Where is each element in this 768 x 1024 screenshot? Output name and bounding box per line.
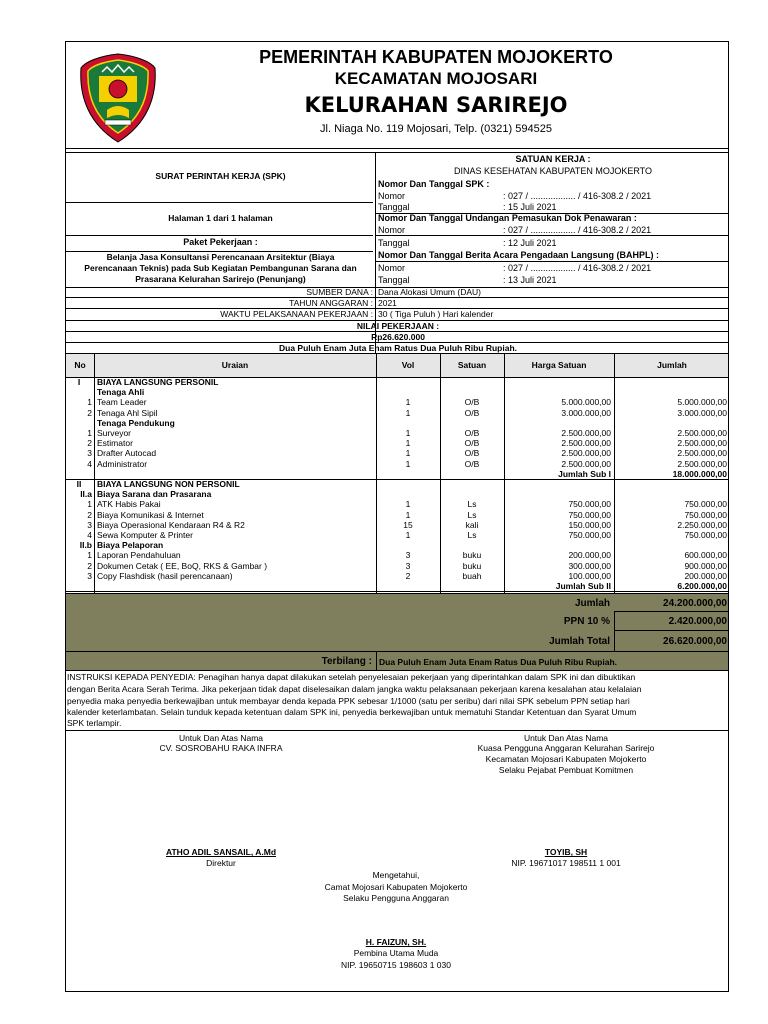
cell-harga-satuan: Jumlah Sub I	[558, 468, 611, 479]
table-row	[66, 378, 729, 387]
tanggal-label-2: Tanggal	[378, 238, 410, 248]
col-header-jumlah: Jumlah	[657, 360, 687, 370]
cell-vol: 1	[405, 499, 411, 510]
header-district: KECAMATAN MOJOSARI	[334, 69, 538, 88]
tanggal-undangan-value: : 12 Juli 2021	[503, 238, 557, 248]
sumber-dana-value: Dana Alokasi Umum (DAU)	[378, 287, 481, 297]
cell-jumlah: 200.000,00	[684, 570, 727, 581]
sign-right-nip: NIP. 19671017 198511 1 001	[511, 858, 621, 868]
table-row	[66, 500, 729, 509]
cell-jumlah: 750.000,00	[684, 499, 727, 510]
bahpl-label: Nomor Dan Tanggal Berita Acara Pengadaan Langsung (BAHPL) :	[378, 250, 660, 260]
cell-satuan: O/B	[464, 438, 480, 449]
cell-harga-satuan: 200.000,00	[568, 550, 611, 561]
cell-no: II.b	[79, 540, 92, 551]
header-village: KELURAHAN SARIREJO	[304, 93, 568, 117]
sign-center-nip: NIP. 19650715 198603 1 030	[341, 960, 451, 970]
instruksi-line-1: INSTRUKSI KEPADA PENYEDIA: Penagihan hanya dapat dilakukan setelah penyelesaian pekerjaan yang diperintahkan dalam SPK ini dan dibuktikan	[67, 672, 636, 682]
instruksi-line-4: kalender keterlambatan. Selain tunduk kepada ketentuan dalam SPK ini, penyedia berkewajiban untuk mematuhi Standar Ketentuan dan Syarat Umum	[67, 707, 637, 717]
tanggal-bahpl-value: : 13 Juli 2021	[503, 275, 557, 285]
cell-satuan: O/B	[464, 458, 480, 469]
cell-satuan: O/B	[464, 448, 480, 459]
sign-right-line3: Kecamatan Mojosari Kabupaten Mojokerto	[485, 754, 647, 764]
cell-satuan: kali	[465, 519, 479, 530]
cell-uraian: Laporan Pendahuluan	[97, 550, 181, 561]
col-header-no: No	[74, 360, 86, 370]
table-row	[66, 562, 729, 571]
cell-uraian: Tenaga Ahl Sipil	[97, 407, 158, 418]
spk-page-count: Halaman 1 dari 1 halaman	[168, 213, 273, 223]
cell-harga-satuan: 2.500.000,00	[561, 428, 611, 438]
table-row	[66, 429, 729, 438]
subtotal-row	[66, 470, 729, 479]
cell-uraian: ATK Habis Pakai	[97, 499, 161, 510]
instruksi-line-3: penyedia maka penyedia berkewajiban untuk membayar denda kepada PPK sebesar 1/1000 (satu per seribu) dari nilai SPK sebelum PPN setiap hari	[67, 696, 630, 706]
mojokerto-regency-crest-icon	[77, 52, 159, 144]
table-row	[66, 419, 729, 428]
satuan-kerja-label: SATUAN KERJA :	[515, 154, 591, 164]
cell-satuan: Ls	[467, 530, 477, 540]
cell-harga-satuan: 2.500.000,00	[561, 458, 611, 469]
table-row	[66, 439, 729, 448]
cell-no: 1	[87, 397, 92, 408]
nomor-spk-label: Nomor Dan Tanggal SPK :	[378, 179, 490, 189]
cell-no: II.a	[80, 489, 92, 500]
cell-uraian: Biaya Komunikasi & Internet	[97, 509, 204, 520]
cell-no: 2	[87, 560, 92, 571]
cell-satuan: Ls	[467, 499, 477, 510]
paket-line-2: Perencanaan Teknis) pada Sub Kegiatan Pembangunan Sarana dan	[84, 263, 357, 273]
terbilang-value: Dua Puluh Enam Juta Enam Ratus Dua Puluh Ribu Rupiah.	[379, 657, 618, 667]
total-value: 26.620.000,00	[663, 636, 727, 647]
nilai-value: Rp26.620.000	[371, 332, 425, 342]
sign-left-company: CV. SOSROBAHU RAKA INFRA	[159, 743, 283, 753]
cell-no: 1	[87, 550, 92, 561]
table-row	[66, 388, 729, 397]
nomor-label-3: Nomor	[378, 263, 406, 273]
terbilang-label: Terbilang :	[321, 656, 372, 667]
cell-jumlah: 2.500.000,00	[677, 458, 727, 469]
paket-line-3: Prasarana Kelurahan Sarirejo (Penunjang)	[135, 274, 306, 284]
spk-document	[65, 41, 729, 992]
sign-right-name: TOYIB, SH	[544, 847, 588, 857]
header-government: PEMERINTAH KABUPATEN MOJOKERTO	[259, 47, 613, 67]
cell-jumlah: 900.000,00	[684, 560, 727, 571]
cell-vol: 15	[403, 519, 413, 530]
cell-no: 2	[87, 407, 92, 418]
cell-satuan: buku	[462, 550, 482, 561]
paket-label: Paket Pekerjaan :	[183, 237, 258, 247]
cell-uraian: Copy Flashdisk (hasil perencanaan)	[97, 570, 233, 581]
total-label: Jumlah Total	[549, 636, 610, 647]
cell-uraian: Estimator	[97, 438, 133, 449]
sign-left-line1: Untuk Dan Atas Nama	[178, 733, 264, 743]
table-row	[66, 521, 729, 530]
cell-no: 1	[87, 428, 92, 438]
cell-harga-satuan: 300.000,00	[568, 560, 611, 571]
cell-uraian: Biaya Sarana dan Prasarana	[97, 489, 212, 500]
cell-harga-satuan: 2.500.000,00	[561, 438, 611, 449]
cell-satuan: Ls	[467, 509, 477, 520]
nomor-label-2: Nomor	[378, 225, 406, 235]
cell-satuan: buku	[462, 560, 482, 571]
waktu-label: WAKTU PELAKSANAAN PEKERJAAN :	[220, 309, 373, 319]
cell-jumlah: 600.000,00	[684, 550, 727, 561]
cell-vol: 1	[405, 448, 411, 459]
table-row	[66, 480, 729, 489]
subtotal-row	[66, 582, 729, 591]
instruksi-line-2: dengan Berita Acara Serah Terima. Jika pekerjaan tidak dapat diselesaikan dalam jangka waktu pelaksanaan pekerjaan karena kesalahan atau kelalaian	[67, 684, 642, 694]
tanggal-label-3: Tanggal	[378, 275, 410, 285]
tahun-label: TAHUN ANGGARAN :	[289, 298, 373, 308]
cell-uraian: Biaya Operasional Kendaraan R4 & R2	[97, 519, 245, 530]
cell-jumlah: 5.000.000,00	[677, 397, 727, 408]
items-table-body	[66, 378, 729, 593]
sign-right-line2: Kuasa Pengguna Anggaran Kelurahan Sarirejo	[477, 743, 655, 753]
col-header-satuan: Satuan	[457, 360, 487, 370]
cell-vol: 1	[405, 530, 411, 540]
table-row	[66, 531, 729, 540]
sumber-dana-label: SUMBER DANA :	[306, 287, 373, 297]
cell-vol: 1	[405, 438, 411, 449]
cell-harga-satuan: 2.500.000,00	[561, 448, 611, 459]
sign-left-title: Direktur	[206, 858, 236, 868]
cell-jumlah: 750.000,00	[684, 530, 727, 540]
nomor-bahpl-value: : 027 / .................. / 416-308.2 / 2021	[503, 263, 652, 273]
cell-uraian: Dokumen Cetak ( EE, BoQ, RKS & Gambar )	[97, 560, 268, 571]
cell-satuan: O/B	[464, 428, 480, 438]
cell-harga-satuan: 750.000,00	[568, 530, 611, 540]
cell-uraian: Biaya Pelaporan	[97, 540, 164, 551]
sign-center-line1: Mengetahui,	[372, 870, 420, 880]
cell-no: II	[76, 479, 82, 489]
cell-satuan: O/B	[464, 407, 480, 418]
cell-uraian: Surveyor	[97, 428, 132, 438]
waktu-value: 30 ( Tiga Puluh ) Hari kalender	[378, 309, 494, 319]
cell-vol: 1	[405, 397, 411, 408]
cell-uraian: Sewa Komputer & Printer	[97, 530, 193, 540]
cell-jumlah: 18.000.000,00	[672, 468, 727, 479]
sign-center-line3: Selaku Pengguna Anggaran	[343, 893, 449, 903]
paket-line-1: Belanja Jasa Konsultansi Perencanaan Arsitektur (Biaya	[106, 252, 335, 262]
tahun-value: 2021	[378, 298, 397, 308]
cell-vol: 1	[405, 407, 411, 418]
cell-harga-satuan: Jumlah Sub II	[555, 581, 611, 591]
cell-harga-satuan: 5.000.000,00	[561, 397, 611, 408]
sign-center-rank: Pembina Utama Muda	[353, 948, 439, 958]
cell-no: 3	[87, 448, 92, 459]
cell-no: 1	[87, 499, 92, 510]
nomor-undangan-value: : 027 / .................. / 416-308.2 / 2021	[503, 225, 652, 235]
tanggal-label: Tanggal	[378, 202, 410, 212]
cell-uraian: Tenaga Ahli	[97, 387, 145, 398]
table-row	[66, 511, 729, 520]
cell-harga-satuan: 150.000,00	[568, 519, 611, 530]
nilai-words: Dua Puluh Enam Juta Enam Ratus Dua Puluh Ribu Rupiah.	[278, 343, 518, 353]
cell-satuan: O/B	[464, 397, 480, 408]
cell-no: 2	[87, 509, 92, 520]
cell-uraian: BIAYA LANGSUNG NON PERSONIL	[97, 479, 240, 489]
table-row	[66, 460, 729, 469]
col-header-harga-satuan: Harga Satuan	[531, 360, 587, 370]
jumlah-value: 24.200.000,00	[663, 598, 727, 609]
sign-left-name: ATHO ADIL SANSAIL, A.Md	[165, 847, 277, 857]
col-header-vol: Vol	[401, 360, 415, 370]
nilai-label: NILAI PEKERJAAN :	[356, 321, 440, 331]
ppn-value: 2.420.000,00	[668, 616, 727, 627]
table-row	[66, 572, 729, 581]
cell-no: 4	[87, 458, 92, 469]
nomor-label: Nomor	[378, 191, 406, 201]
jumlah-label: Jumlah	[574, 598, 610, 609]
col-header-uraian: Uraian	[221, 360, 249, 370]
spk-title: SURAT PERINTAH KERJA (SPK)	[155, 171, 286, 181]
cell-jumlah: 6.200.000,00	[677, 581, 727, 591]
instruksi-line-5: SPK terlampir.	[67, 718, 122, 728]
cell-no: 4	[87, 530, 92, 540]
undangan-label: Nomor Dan Tanggal Undangan Pemasukan Dok Penawaran :	[378, 213, 637, 223]
cell-harga-satuan: 750.000,00	[568, 509, 611, 520]
cell-uraian: Team Leader	[97, 397, 147, 408]
header-address: Jl. Niaga No. 119 Mojosari, Telp. (0321) 594525	[320, 123, 552, 135]
cell-uraian: Drafter Autocad	[97, 448, 157, 459]
tanggal-spk-value: : 15 Juli 2021	[503, 202, 557, 212]
sign-center-name: H. FAIZUN, SH.	[365, 937, 427, 947]
ppn-label: PPN 10 %	[563, 616, 610, 627]
cell-satuan: buah	[462, 570, 482, 581]
sign-right-line4: Selaku Pejabat Pembuat Komitmen	[498, 765, 634, 775]
cell-uraian: Tenaga Pendukung	[97, 417, 175, 428]
cell-harga-satuan: 750.000,00	[568, 499, 611, 510]
cell-no: I	[77, 377, 81, 387]
cell-jumlah: 2.500.000,00	[677, 448, 727, 459]
sign-center-line2: Camat Mojosari Kabupaten Mojokerto	[324, 882, 468, 892]
table-row	[66, 409, 729, 418]
table-row	[66, 449, 729, 458]
cell-uraian: Administrator	[97, 458, 148, 469]
table-row	[66, 490, 729, 499]
cell-no: 2	[87, 438, 92, 449]
cell-vol: 3	[405, 550, 411, 561]
table-row	[66, 398, 729, 407]
cell-no: 3	[87, 570, 92, 581]
nomor-spk-value: : 027 / .................. / 416-308.2 / 2021	[503, 191, 652, 201]
cell-jumlah: 3.000.000,00	[677, 407, 727, 418]
cell-vol: 1	[405, 428, 411, 438]
cell-no: 3	[87, 519, 92, 530]
table-row	[66, 551, 729, 560]
cell-jumlah: 750.000,00	[684, 509, 727, 520]
cell-harga-satuan: 3.000.000,00	[561, 407, 611, 418]
satuan-kerja-value: DINAS KESEHATAN KABUPATEN MOJOKERTO	[453, 166, 653, 176]
cell-vol: 2	[405, 570, 411, 581]
cell-jumlah: 2.500.000,00	[677, 438, 727, 449]
cell-vol: 1	[405, 509, 411, 520]
cell-vol: 3	[405, 560, 411, 571]
cell-jumlah: 2.500.000,00	[677, 428, 727, 438]
cell-vol: 1	[405, 458, 411, 469]
table-row	[66, 541, 729, 550]
cell-uraian: BIAYA LANGSUNG PERSONIL	[97, 377, 219, 387]
cell-harga-satuan: 100.000,00	[568, 570, 611, 581]
sign-right-line1: Untuk Dan Atas Nama	[523, 733, 609, 743]
cell-jumlah: 2.250.000,00	[677, 519, 727, 530]
